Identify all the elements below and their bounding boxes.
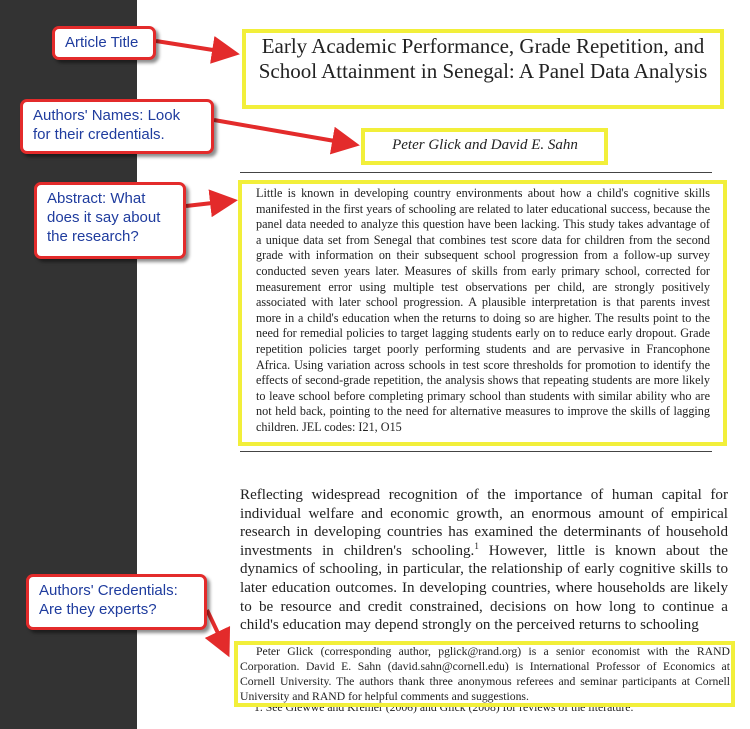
arrow-to-abstract: [186, 201, 230, 206]
author-names: Peter Glick and David E. Sahn: [392, 137, 578, 153]
footnote-marker: 1: [474, 540, 479, 551]
arrow-to-credentials: [207, 610, 226, 650]
article-title: Early Academic Performance, Grade Repetition, and School Attainment in Senegal: A Panel Data Analysis: [258, 34, 708, 83]
callout-abstract: Abstract: What does it say about the research?: [34, 182, 186, 259]
arrow-to-title: [156, 41, 232, 53]
callout-authors-names: Authors' Names: Look for their credentials.: [20, 99, 214, 154]
body-text-part-1: Reflecting widespread recognition of the importance of human capital for individual welfare and economic growth, an enormous amount of empirical research in developing countries has examined the determinants of household investments in children's schooling.: [240, 487, 728, 559]
callout-credentials: Authors' Credentials: Are they experts?: [26, 574, 207, 630]
arrow-to-authors: [214, 120, 352, 144]
abstract-text: Little is known in developing country environments about how a child's cognitive skills manifested in the first years of schooling are related to later educational success, because the panel data needed to analyze this question have been lacking. This study takes advantage of a unique data set from Senegal that combines test score data for children from the second grade with information on their subsequent school progression from a follow-up survey conducted seven years later. Measures of skills from early primary school, corrected for measurement error using multiple test observations per child, are strongly positively associated with later school progression. A plausible interpretation is that parents invest more in a child's education when the returns to doing so are higher. The results point to the need for remedial policies to target lagging students early on to reduce early dropout. Grade repetition policies target poorly performing students and are pervasive in Francophone Africa. Using variation across schools in test score thresholds for promotion to identify the effects of second-grade repetition, the analysis shows that repeating students are more likely to leave school before completing primary school than students with similar ability who are not held back, pointing to the need for alternative measures to improve the skills of lagging children. JEL codes: I21, O15: [256, 186, 710, 434]
body-text-part-2: However, little is known about the dynamics of schooling, in particular, the relationship of early cognitive skills to later education outcomes. In developing countries, where households are likely to be resource and credit constrained, decisions on how long to continue a child's education may depend strongly on the perceived returns to schooling: [240, 542, 728, 634]
literature-footnote: 1. See Glewwe and Kremer (2006) and Glick (2008) for reviews of the literature.: [254, 701, 634, 714]
callout-article-title: Article Title: [52, 26, 156, 60]
credentials-footnote-text: Peter Glick (corresponding author, pglick@rand.org) is a senior economist with the RAND Corporation. David E. Sahn (david.sahn@cornell.edu) is International Professor of Economics at Cornell University. The authors thank three anonymous referees and seminar participants at Cornell University and RAND for helpful comments and suggestions.: [240, 645, 730, 703]
